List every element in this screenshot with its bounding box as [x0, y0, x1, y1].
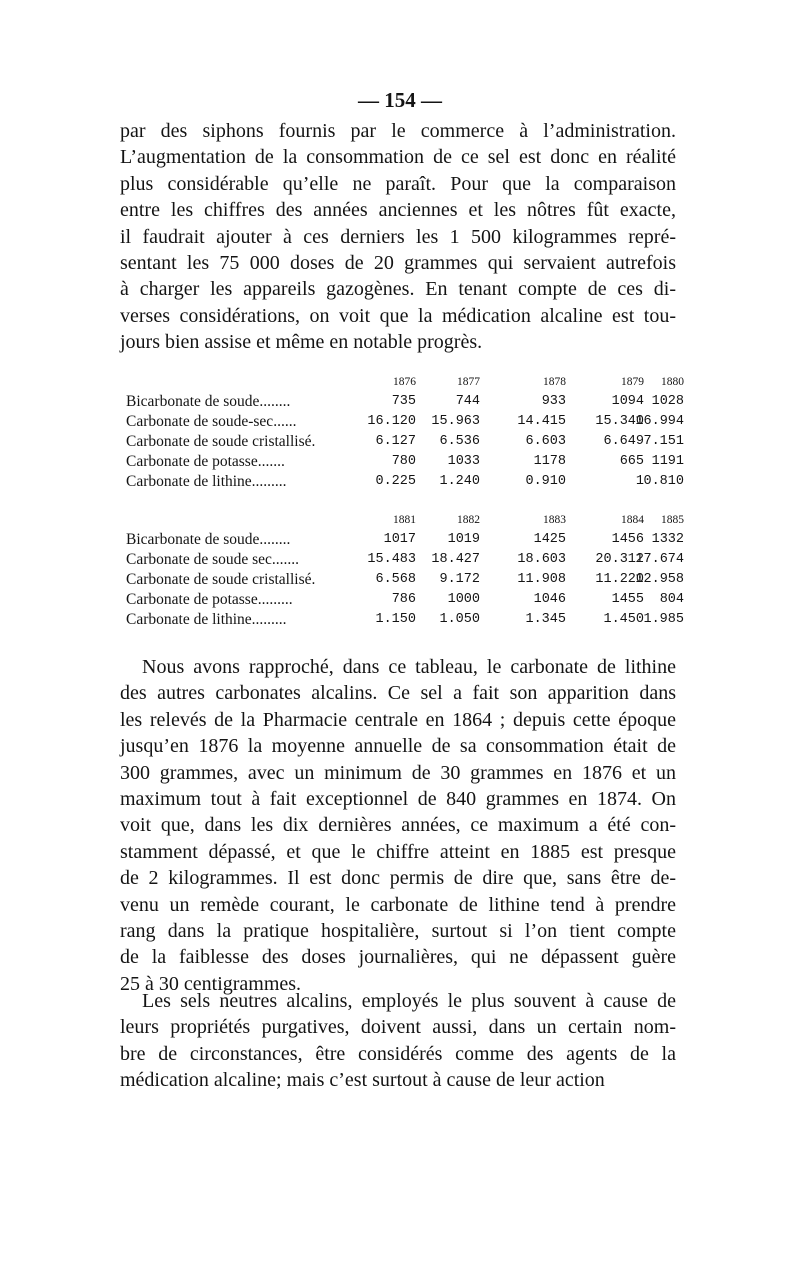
- intro-paragraph: [120, 118, 676, 356]
- table-cell: 1332: [651, 532, 684, 547]
- table-row: [120, 412, 684, 432]
- year-header: 1881: [393, 514, 416, 526]
- table-cell: 1033: [447, 454, 480, 469]
- table-row: [120, 610, 684, 630]
- text-line: venu un remède courant, le carbonate de lithine tend à prendre: [120, 893, 676, 916]
- table-cell: 1: [635, 474, 644, 489]
- text-line: leurs propriétés purgatives, doivent aussi, dans un certain nom-: [120, 1016, 676, 1039]
- paragraph-lithine: [120, 654, 676, 997]
- table-cell: 786: [391, 592, 416, 607]
- table-cell: 12.958: [635, 572, 684, 587]
- text-line: 25 à 30 centigrammes.: [120, 972, 302, 995]
- table-cell: 1.345: [525, 612, 566, 627]
- table-cell: 11.220: [595, 572, 644, 587]
- row-label: Bicarbonate de soude........: [126, 531, 291, 548]
- table-cell: 17.674: [635, 552, 684, 567]
- text-line: maximum tout à fait exceptionnel de 840 grammes en 1874. On: [120, 788, 676, 811]
- row-label: Carbonate de soude cristallisé.: [126, 433, 316, 450]
- table-cell: 0.810: [643, 474, 684, 489]
- table-cell: 6.603: [525, 434, 566, 449]
- table-cell: 1046: [533, 592, 566, 607]
- table-cell: 1.150: [375, 612, 416, 627]
- year-header: 1879: [621, 376, 644, 388]
- row-label: Carbonate de potasse.......: [126, 453, 285, 470]
- year-header: 1884: [621, 514, 644, 526]
- table-cell: 15.340: [595, 414, 644, 429]
- table-cell: 1191: [651, 454, 684, 469]
- table-cell: 14.415: [517, 414, 566, 429]
- text-line: 300 grammes, avec un minimum de 30 grammes en 1876 et un: [120, 761, 676, 784]
- text-line: verses considérations, on voit que la médication alcaline est tou-: [120, 304, 676, 327]
- text-line: Les sels neutres alcalins, employés le plus souvent à cause de: [142, 990, 676, 1012]
- table-cell: 1000: [447, 592, 480, 607]
- table-cell: 9.172: [439, 572, 480, 587]
- table-cell: 744: [455, 394, 480, 409]
- table-1876-1880: [120, 372, 684, 492]
- table-cell: 735: [391, 394, 416, 409]
- row-label: Carbonate de soude sec.......: [126, 551, 300, 568]
- text-line: stamment dépassé, et que le chiffre atteint en 1885 est presque: [120, 840, 676, 863]
- year-header: 1882: [457, 514, 480, 526]
- table-cell: 16.120: [367, 414, 416, 429]
- row-label: Carbonate de soude-sec......: [126, 413, 297, 430]
- table-cell: 1178: [533, 454, 566, 469]
- text-line: des autres carbonates alcalins. Ce sel a fait son apparition dans: [120, 682, 676, 705]
- text-line: de la faiblesse des doses journalières, qui ne dépassent guère: [120, 946, 676, 969]
- table-cell: 18.603: [517, 552, 566, 567]
- text-line: jours bien assise et même en notable progrès.: [120, 331, 483, 354]
- text-line: par des siphons fournis par le commerce à l’administration.: [120, 120, 676, 142]
- text-line: jusqu’en 1876 la moyenne annuelle de sa consommation était de: [120, 735, 676, 758]
- table-cell: 15.963: [431, 414, 480, 429]
- table-row: [120, 432, 684, 452]
- table-cell: 1028: [651, 394, 684, 409]
- table-header-row: [120, 372, 684, 392]
- table-cell: 1455: [611, 592, 644, 607]
- table-cell: 7.151: [643, 434, 684, 449]
- row-label: Carbonate de lithine.........: [126, 611, 287, 628]
- table-row: [120, 530, 684, 550]
- table-cell: 6.536: [439, 434, 480, 449]
- text-line: sentant les 75 000 doses de 20 grammes qui servaient autrefois: [120, 252, 676, 275]
- year-header: 1878: [543, 376, 566, 388]
- table-row: [120, 590, 684, 610]
- row-label: Carbonate de lithine.........: [126, 473, 287, 490]
- table-cell: 6.568: [375, 572, 416, 587]
- table-header-row: [120, 510, 684, 530]
- table-row: [120, 392, 684, 412]
- text-line: les relevés de la Pharmacie centrale en 1864 ; depuis cette époque: [120, 708, 676, 731]
- table-cell: 1017: [383, 532, 416, 547]
- year-header: 1876: [393, 376, 416, 388]
- text-line: médication alcaline; mais c’est surtout à cause de leur action: [120, 1069, 605, 1092]
- text-line: entre les chiffres des années anciennes et les nôtres fût exacte,: [120, 199, 676, 222]
- text-line: rang dans la pratique hospitalière, surtout si l’on tient compte: [120, 920, 676, 943]
- year-header: 1885: [661, 514, 684, 526]
- text-line: voit que, dans les dix dernières années, ce maximum a été con-: [120, 814, 676, 837]
- row-label: Carbonate de soude cristallisé.: [126, 571, 316, 588]
- table-cell: 1094: [611, 394, 644, 409]
- text-line: Nous avons rapproché, dans ce tableau, le carbonate de lithine: [142, 656, 676, 678]
- year-header: 1877: [457, 376, 480, 388]
- table-cell: 18.427: [431, 552, 480, 567]
- year-header: 1880: [661, 376, 684, 388]
- row-label: Carbonate de potasse.........: [126, 591, 293, 608]
- table-cell: 1.050: [439, 612, 480, 627]
- table-cell: 6.649: [603, 434, 644, 449]
- page-number: — 154 —: [358, 88, 442, 112]
- table-cell: 0.910: [525, 474, 566, 489]
- row-label: Bicarbonate de soude........: [126, 393, 291, 410]
- table-1881-1885: [120, 510, 684, 630]
- text-line: à charger les appareils gazogènes. En tenant compte de ces di-: [120, 278, 676, 301]
- text-line: il faudrait ajouter à ces derniers les 1 500 kilogrammes repré-: [120, 225, 676, 248]
- table-cell: 0.225: [375, 474, 416, 489]
- table-cell: 933: [541, 394, 566, 409]
- table-cell: 1425: [533, 532, 566, 547]
- text-line: bre de circonstances, être considérés comme des agents de la: [120, 1042, 676, 1065]
- table-row: [120, 570, 684, 590]
- table-row: [120, 472, 684, 492]
- table-cell: 665: [619, 454, 644, 469]
- paragraph-sels-neutres: [120, 988, 676, 1094]
- text-line: de 2 kilogrammes. Il est donc permis de dire que, sans être de-: [120, 867, 676, 890]
- table-cell: 16.994: [635, 414, 684, 429]
- table-cell: 20.312: [595, 552, 644, 567]
- table-cell: 1.450: [603, 612, 644, 627]
- table-cell: 804: [659, 592, 684, 607]
- table-row: [120, 452, 684, 472]
- table-cell: 1019: [447, 532, 480, 547]
- text-line: plus considérable qu’elle ne paraît. Pour que la comparaison: [120, 172, 676, 195]
- year-header: 1883: [543, 514, 566, 526]
- table-cell: 780: [391, 454, 416, 469]
- table-cell: 11.908: [517, 572, 566, 587]
- text-line: L’augmentation de la consommation de ce sel est donc en réalité: [120, 146, 676, 169]
- table-cell: 1456: [611, 532, 644, 547]
- table-cell: 1.985: [643, 612, 684, 627]
- table-row: [120, 550, 684, 570]
- table-cell: 6.127: [375, 434, 416, 449]
- table-cell: 1.240: [439, 474, 480, 489]
- table-cell: 15.483: [367, 552, 416, 567]
